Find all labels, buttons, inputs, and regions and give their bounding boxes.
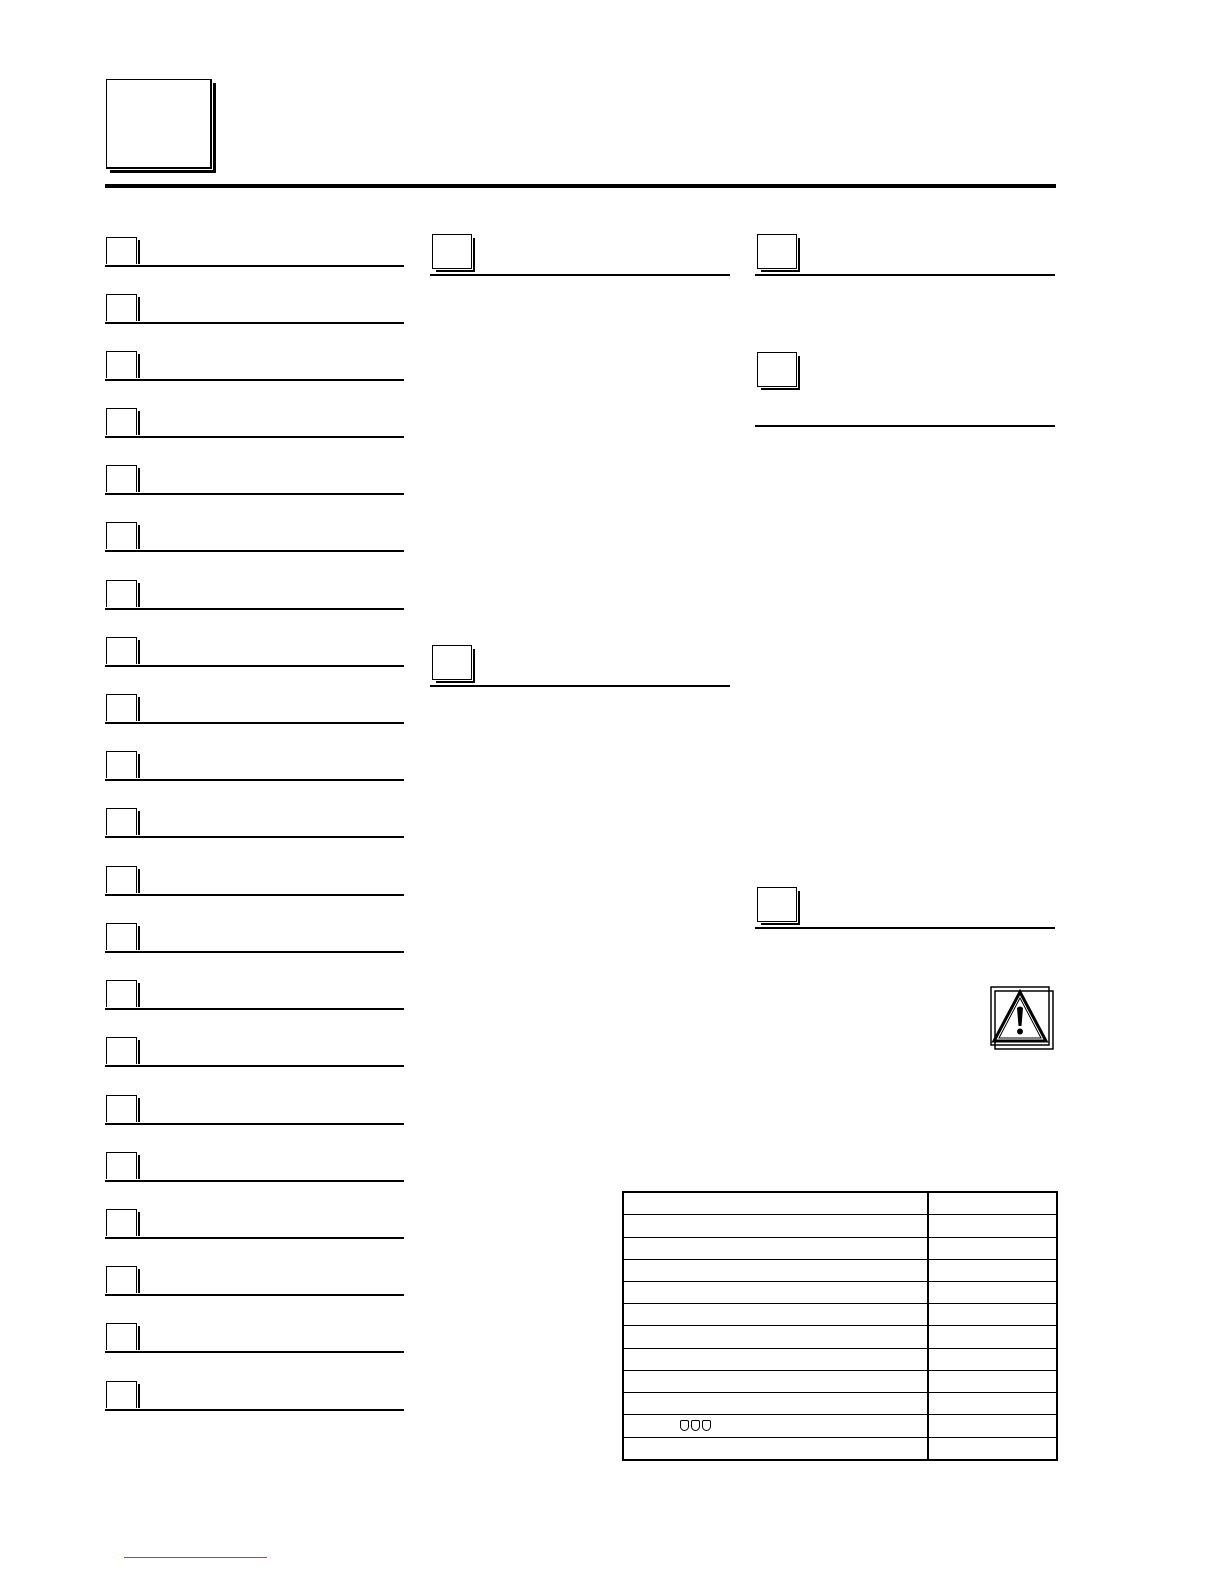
header-rule: [105, 184, 1056, 188]
table-cell: [928, 1326, 1057, 1348]
table-cell: [928, 1348, 1057, 1370]
middle-section-header: [430, 645, 730, 689]
index-entry[interactable]: [105, 294, 404, 328]
index-rule: [105, 265, 404, 267]
index-entry[interactable]: [105, 351, 404, 385]
index-rule: [105, 608, 404, 610]
section-marker: [757, 234, 797, 269]
right-section-header: [755, 887, 1055, 931]
section-rule: [755, 927, 1055, 929]
table-cell: [623, 1192, 928, 1215]
index-rule: [105, 1008, 404, 1010]
index-marker: [106, 751, 137, 778]
index-rule: [105, 1409, 404, 1411]
table-cell: [928, 1259, 1057, 1281]
table-row: [623, 1348, 1057, 1370]
footnote-rule: [124, 1557, 267, 1558]
table-cell: [928, 1415, 1057, 1437]
index-marker: [106, 580, 137, 607]
table-cell: [928, 1393, 1057, 1415]
table-row: [623, 1192, 1057, 1215]
index-rule: [105, 1123, 404, 1125]
index-rule: [105, 1351, 404, 1353]
table-cell: [928, 1437, 1057, 1460]
index-rule: [105, 665, 404, 667]
index-marker: [106, 294, 137, 321]
index-entry[interactable]: [105, 522, 404, 556]
index-marker: [106, 1323, 137, 1350]
table-row: [623, 1259, 1057, 1281]
index-rule: [105, 550, 404, 552]
index-entry[interactable]: [105, 637, 404, 671]
section-rule: [755, 425, 1055, 427]
table-cell: [928, 1370, 1057, 1392]
index-rule: [105, 779, 404, 781]
index-rule: [105, 951, 404, 953]
table-cell: [928, 1281, 1057, 1303]
table-cell: [623, 1393, 928, 1415]
index-marker: [106, 980, 137, 1007]
table-row: [623, 1437, 1057, 1460]
table-cell: [928, 1215, 1057, 1237]
index-marker: [106, 465, 137, 492]
table-cell: [623, 1370, 928, 1392]
index-rule: [105, 436, 404, 438]
table-cell: [623, 1437, 928, 1460]
index-marker: [106, 1095, 137, 1122]
table-cell: [623, 1326, 928, 1348]
index-entry[interactable]: [105, 923, 404, 957]
key-glyphs-icon: [680, 1420, 713, 1432]
index-marker: [106, 866, 137, 893]
index-marker: [106, 522, 137, 549]
table-row: [623, 1370, 1057, 1392]
index-rule: [105, 379, 404, 381]
index-entry[interactable]: [105, 580, 404, 614]
index-entry[interactable]: [105, 808, 404, 842]
index-entry[interactable]: [105, 1152, 404, 1186]
warning-triangle-icon: [990, 986, 1054, 1050]
table-cell: [623, 1237, 928, 1259]
table-cell: [928, 1192, 1057, 1215]
index-marker: [106, 408, 137, 435]
index-entry[interactable]: [105, 751, 404, 785]
section-marker: [432, 645, 472, 680]
section-marker: [757, 352, 797, 387]
section-rule: [430, 685, 730, 687]
table-cell: [623, 1304, 928, 1326]
index-marker: [106, 351, 137, 378]
index-entry[interactable]: [105, 1037, 404, 1071]
index-entry[interactable]: [105, 1381, 404, 1415]
index-marker: [106, 1037, 137, 1064]
index-marker: [106, 1381, 137, 1408]
table-row: [623, 1415, 1057, 1437]
index-entry[interactable]: [105, 1209, 404, 1243]
index-rule: [105, 722, 404, 724]
index-entry[interactable]: [105, 1323, 404, 1357]
section-marker: [432, 234, 472, 269]
table-cell: [623, 1215, 928, 1237]
table-cell: [623, 1348, 928, 1370]
index-entry[interactable]: [105, 980, 404, 1014]
index-rule: [105, 322, 404, 324]
table-cell: [623, 1281, 928, 1303]
index-entry[interactable]: [105, 1266, 404, 1300]
table-row: [623, 1281, 1057, 1303]
index-rule: [105, 1180, 404, 1182]
section-rule: [430, 274, 730, 276]
warning-triangle-icon-svg: [990, 986, 1054, 1050]
index-marker: [106, 1209, 137, 1236]
index-rule: [105, 894, 404, 896]
table-row: [623, 1237, 1057, 1259]
table-cell: [623, 1259, 928, 1281]
table-row: [623, 1215, 1057, 1237]
index-entry[interactable]: [105, 237, 404, 271]
index-entry[interactable]: [105, 694, 404, 728]
index-rule: [105, 836, 404, 838]
right-section-header: [755, 234, 1055, 278]
index-rule: [105, 1237, 404, 1239]
index-entry[interactable]: [105, 866, 404, 900]
index-rule: [105, 1065, 404, 1067]
chapter-number-box: [106, 79, 212, 169]
section-rule: [755, 274, 1055, 276]
index-marker: [106, 1152, 137, 1179]
index-marker: [106, 808, 137, 835]
table-cell: [928, 1304, 1057, 1326]
index-marker: [106, 1266, 137, 1293]
middle-section-header: [430, 234, 730, 278]
section-marker: [757, 887, 797, 922]
table-row: [623, 1304, 1057, 1326]
index-marker: [106, 694, 137, 721]
index-rule: [105, 1294, 404, 1296]
table-row: [623, 1393, 1057, 1415]
index-entry[interactable]: [105, 465, 404, 499]
index-marker: [106, 923, 137, 950]
spec-table: [622, 1191, 1058, 1461]
index-marker: [106, 237, 137, 264]
table-cell: [928, 1237, 1057, 1259]
right-section-header: [755, 352, 1055, 430]
index-rule: [105, 493, 404, 495]
table-cell: [623, 1415, 928, 1437]
table-row: [623, 1326, 1057, 1348]
index-entry[interactable]: [105, 1095, 404, 1129]
index-entry[interactable]: [105, 408, 404, 442]
index-marker: [106, 637, 137, 664]
